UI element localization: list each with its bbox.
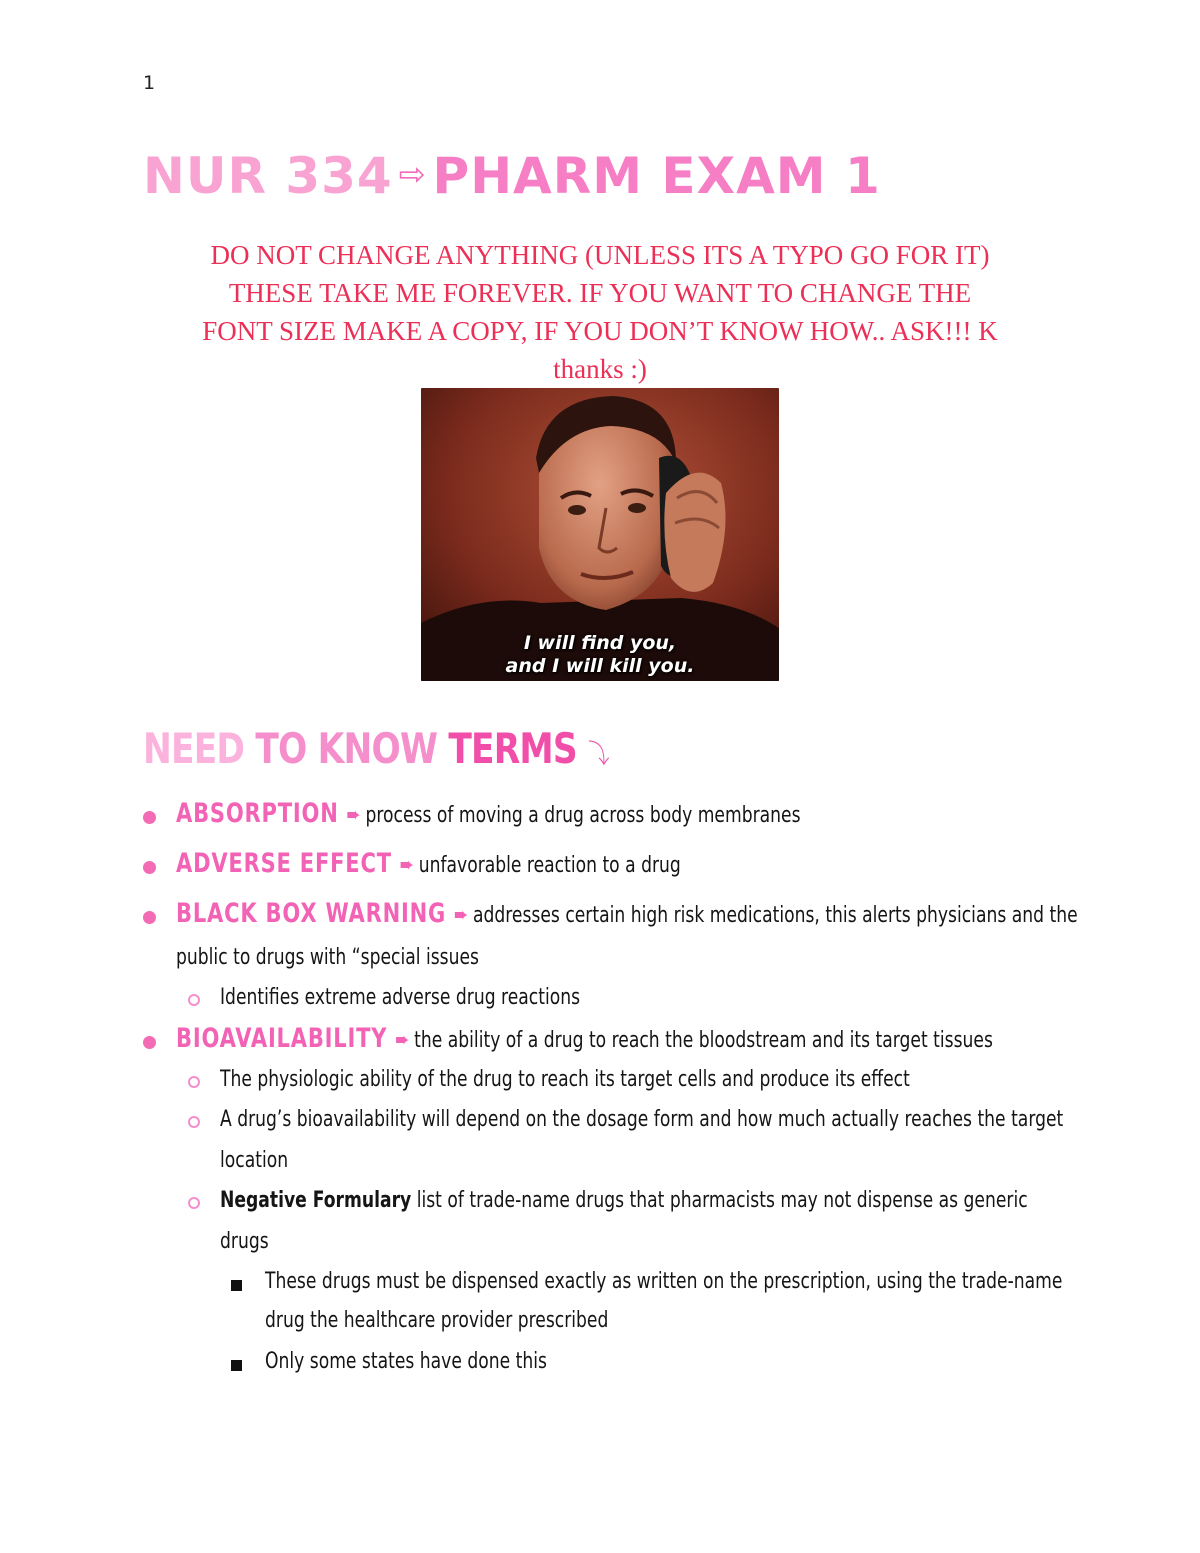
meme-caption-line-1: I will find you, [523,632,677,654]
term-definition-continued: public to drugs with “special issues [176,945,479,970]
sub-list-item-continued: drugs [220,1229,269,1254]
term-name: BLACK BOX WARNING [176,898,447,929]
bullet-dot-icon [143,911,156,924]
list-item [176,1023,993,1054]
sub-list-item: A drug’s bioavailability will depend on the dosage form and how much actually reaches the target [220,1107,1064,1132]
meme-image [421,388,779,681]
bullet-ring-icon [188,994,200,1006]
bullet-dot-icon [143,1036,156,1049]
heading-word-to-know: TO KNOW [255,724,438,773]
meme-caption-line-2: and I will kill you. [505,655,695,677]
term-name: ABSORPTION [176,798,339,829]
list-item [176,898,1078,929]
sub-sub-list-item: Only some states have done this [265,1349,547,1374]
heading-word-terms: TERMS [448,724,577,773]
bullet-square-icon [231,1360,242,1371]
term-definition: unfavorable reaction to a drug [418,853,681,878]
section-heading [143,724,609,780]
sub-list-item: The physiologic ability of the drug to reach its target cells and produce its effect [220,1067,910,1092]
bold-term: Negative Formulary [220,1188,412,1213]
term-name: BIOAVAILABILITY [176,1023,388,1054]
term-definition: process of moving a drug across body membranes [365,803,801,828]
notice-line-1: DO NOT CHANGE ANYTHING (UNLESS ITS A TYPO GO FOR IT) [210,240,990,270]
notice-line-3: FONT SIZE MAKE A COPY, IF YOU DON’T KNOW HOW.. ASK!!! K [202,316,998,346]
list-item [176,798,801,829]
arrow-right-icon: ➨ [395,1028,410,1053]
curved-arrow-icon: ⤵ [588,740,609,770]
document-title [143,147,1143,207]
arrow-right-icon: ➨ [453,903,469,928]
sub-list-item [220,1188,1028,1213]
bullet-square-icon [231,1280,242,1291]
sub-sub-list-item-continued: drug the healthcare provider prescribed [265,1308,609,1333]
term-definition: the ability of a drug to reach the bloodstream and its target tissues [414,1028,993,1053]
title-arrow-icon: ⇨ [398,155,427,193]
notice-paragraph [120,236,1080,388]
sub-definition: list of trade-name drugs that pharmacists may not dispense as generic [411,1188,1028,1213]
bullet-ring-icon [188,1076,200,1088]
heading-word-need: NEED [143,724,245,773]
arrow-right-icon: ➨ [399,853,415,878]
list-item [176,848,681,879]
sub-list-item: Identifies extreme adverse drug reactions [220,985,581,1010]
term-definition: addresses certain high risk medications, this alerts physicians and the [472,903,1078,928]
notice-thanks: thanks :) [553,354,647,384]
title-course: NUR 334 [143,147,393,205]
arrow-right-icon: ➨ [346,803,361,828]
sub-sub-list-item: These drugs must be dispensed exactly as written on the prescription, using the trade-name [265,1269,1063,1294]
bullet-dot-icon [143,811,156,824]
bullet-ring-icon [188,1116,200,1128]
page-number: 1 [143,72,156,94]
title-exam: PHARM EXAM 1 [432,147,881,205]
term-name: ADVERSE EFFECT [176,848,392,879]
notice-line-2: THESE TAKE ME FOREVER. IF YOU WANT TO CHANGE THE [228,278,972,308]
bullet-ring-icon [188,1197,200,1209]
bullet-dot-icon [143,861,156,874]
sub-list-item-continued: location [220,1148,289,1173]
